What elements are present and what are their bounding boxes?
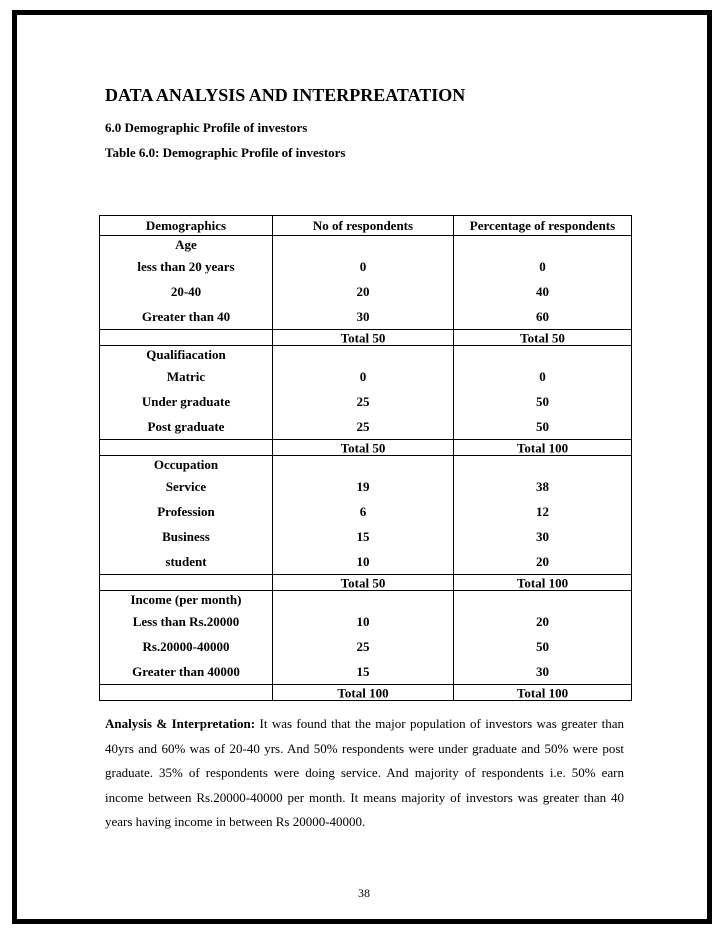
respondent-count: 25 (356, 638, 370, 654)
total-percentage: Total 100 (516, 440, 569, 455)
respondent-percentage: 30 (536, 663, 549, 679)
row-label: Post graduate (147, 418, 225, 434)
row-label: student (165, 553, 207, 569)
table-row (100, 304, 631, 329)
header-percentage: Percentage of respondents (469, 217, 616, 233)
section-subheading: 6.0 Demographic Profile of investors (105, 120, 308, 135)
header-demographics: Demographics (145, 217, 227, 233)
respondent-count: 25 (356, 418, 370, 434)
page-heading: DATA ANALYSIS AND INTERPREATATION (105, 85, 466, 105)
table-row (100, 659, 631, 684)
table-caption: Table 6.0: Demographic Profile of investors (105, 145, 346, 160)
respondent-percentage: 50 (536, 393, 549, 409)
respondent-count: 30 (356, 308, 370, 324)
total-count: Total 50 (340, 330, 386, 345)
table-row (100, 474, 631, 499)
table-row (100, 254, 631, 279)
section-title: Occupation (153, 457, 219, 472)
respondent-percentage: 12 (536, 503, 549, 519)
section-title-row (100, 346, 631, 364)
demographic-table (99, 215, 632, 701)
respondent-count: 15 (356, 663, 370, 679)
respondent-percentage: 0 (539, 368, 546, 384)
row-label: Business (162, 528, 210, 544)
row-label: Less than Rs.20000 (132, 613, 240, 629)
respondent-percentage: 40 (536, 283, 549, 299)
table-row (100, 609, 631, 634)
section-title-row (100, 591, 631, 609)
respondent-count: 20 (356, 283, 370, 299)
total-percentage: Total 100 (516, 575, 569, 590)
respondent-count: 25 (356, 393, 370, 409)
respondent-count: 6 (359, 503, 367, 519)
row-label: 20-40 (170, 283, 202, 299)
section-title: Qualifiacation (146, 347, 226, 362)
respondent-percentage: 30 (536, 528, 549, 544)
respondent-count: 0 (359, 368, 367, 384)
table-section (100, 591, 631, 700)
table-section (100, 346, 631, 456)
table-body (100, 236, 631, 700)
section-total-row (100, 439, 631, 455)
total-count: Total 50 (340, 440, 386, 455)
table-row (100, 549, 631, 574)
table-section (100, 456, 631, 591)
respondent-percentage: 60 (536, 308, 549, 324)
table-header-row (100, 216, 631, 236)
row-label: Profession (157, 503, 215, 519)
respondent-count: 15 (356, 528, 370, 544)
respondent-count: 10 (356, 613, 370, 629)
table-row (100, 364, 631, 389)
total-percentage: Total 100 (516, 685, 569, 700)
section-title: Age (175, 237, 197, 252)
section-total-row (100, 329, 631, 345)
table-row (100, 279, 631, 304)
table-row (100, 499, 631, 524)
row-label: Greater than 40000 (132, 663, 240, 679)
row-label: less than 20 years (137, 258, 235, 274)
analysis-label: Analysis & Interpretation: (105, 716, 256, 731)
respondent-count: 19 (356, 478, 370, 494)
table-section (100, 236, 631, 346)
row-label: Service (165, 478, 207, 494)
table-row (100, 389, 631, 414)
total-count: Total 50 (340, 575, 386, 590)
section-title: Income (per month) (130, 592, 242, 607)
total-count: Total 100 (337, 685, 389, 700)
analysis-text: It was found that the major population of investors was greater than 40yrs and 60% was of 20-40 yrs. And 50% respondents were under graduate and 50% were post graduate. 35% of respondents were doing service. And majority of respondents i.e. 50% earn income between Rs.20000-40000 per month. It means majority of investors was greater than 40 years having income in between Rs 20000-40000. (105, 716, 624, 830)
respondent-percentage: 20 (536, 613, 549, 629)
page-number: 38 (358, 886, 370, 900)
respondent-count: 10 (356, 553, 370, 569)
respondent-percentage: 0 (539, 258, 546, 274)
row-label: Matric (166, 368, 206, 384)
respondent-percentage: 38 (536, 478, 549, 494)
table-row (100, 634, 631, 659)
total-percentage: Total 50 (520, 330, 565, 345)
table-row (100, 524, 631, 549)
analysis-paragraph (105, 712, 624, 835)
respondent-count: 0 (359, 258, 367, 274)
section-title-row (100, 456, 631, 474)
section-title-row (100, 236, 631, 254)
section-total-row (100, 574, 631, 590)
row-label: Under graduate (141, 393, 231, 409)
row-label: Rs.20000-40000 (142, 638, 230, 654)
table-row (100, 414, 631, 439)
row-label: Greater than 40 (141, 308, 231, 324)
respondent-percentage: 50 (536, 638, 549, 654)
respondent-percentage: 50 (536, 418, 549, 434)
header-respondents: No of respondents (312, 217, 414, 233)
section-total-row (100, 684, 631, 700)
respondent-percentage: 20 (536, 553, 549, 569)
